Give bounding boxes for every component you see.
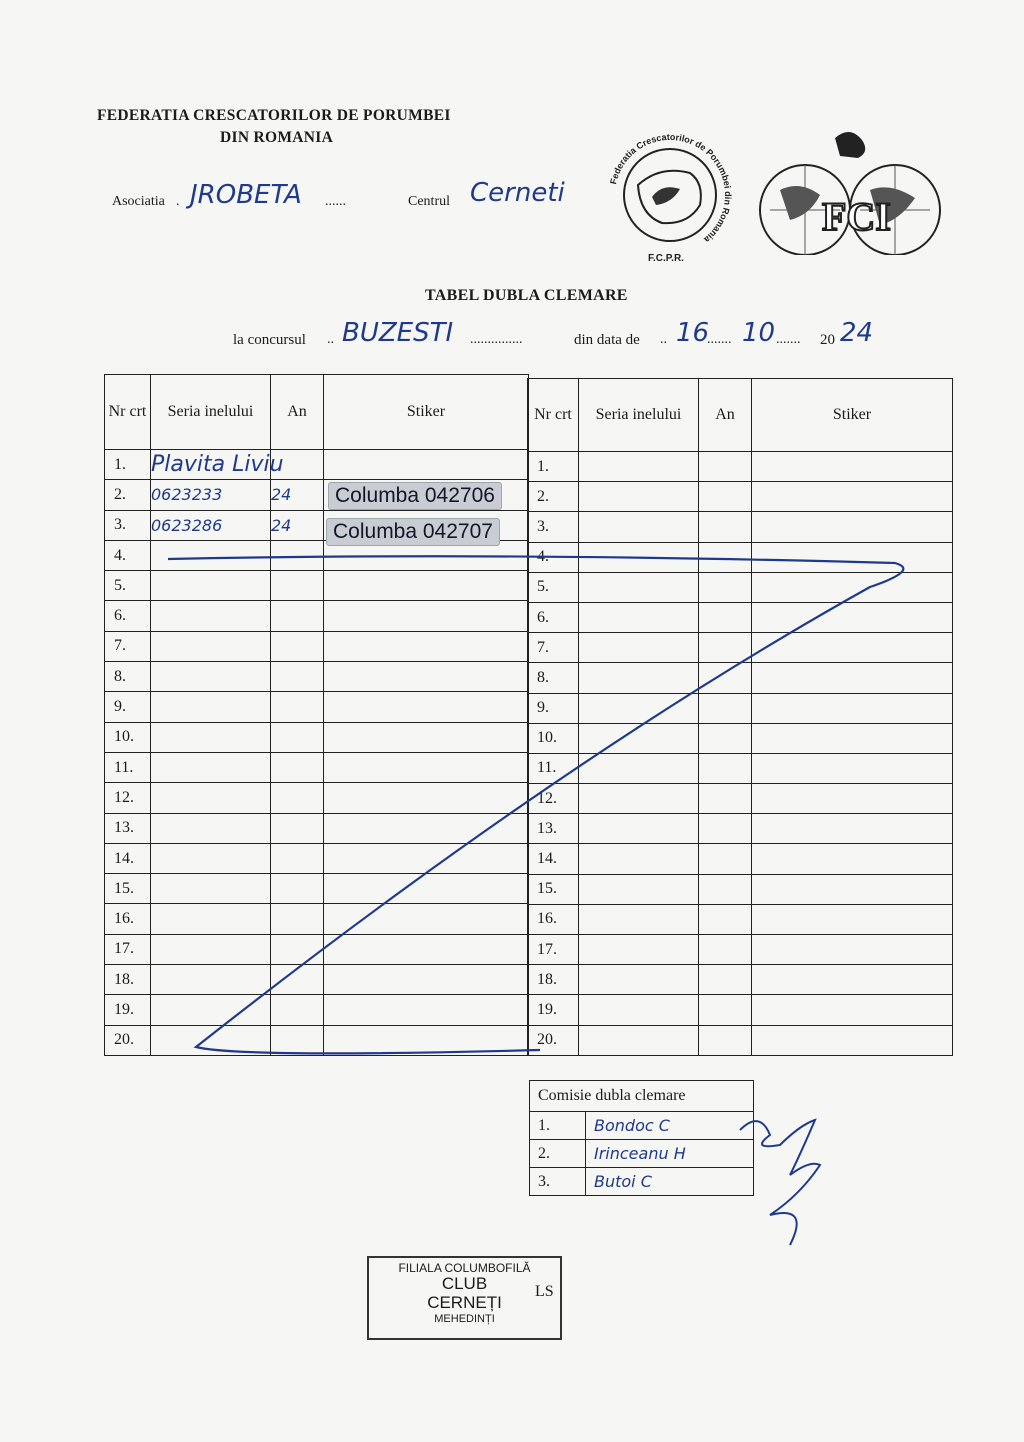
contest-label: la concursul [233, 332, 306, 348]
row-an: 24 [271, 480, 324, 510]
sticker-label-row3: Columba 042707 [326, 518, 500, 546]
row-nr: 5. [528, 572, 579, 602]
contest-value: BUZESTI [342, 318, 454, 348]
row-nr: 20. [528, 1025, 579, 1055]
row-nr: 17. [528, 935, 579, 965]
row-nr: 14. [528, 844, 579, 874]
commission-member-1: Bondoc C [586, 1112, 754, 1140]
row-seria: 0623233 [151, 480, 271, 510]
row-nr: 19. [528, 995, 579, 1025]
row-nr: 2. [528, 482, 579, 512]
stamp-line2: CLUB [441, 1274, 488, 1293]
row-nr: 12. [528, 784, 579, 814]
row-nr: 20. [105, 1025, 151, 1055]
document-title: TABEL DUBLA CLEMARE [425, 287, 628, 304]
row-nr: 14. [105, 843, 151, 873]
commission-member-2: Irinceanu H [586, 1140, 754, 1168]
header-seria: Seria inelului [151, 375, 271, 450]
centrul-label: Centrul [408, 194, 450, 209]
asociatia-label: Asociatia [112, 194, 165, 209]
stamp-line3: CERNEȚI [427, 1293, 502, 1312]
commission-nr-3: 3. [530, 1168, 586, 1196]
date-month: 10 [742, 318, 776, 348]
row-nr: 1. [105, 450, 151, 480]
row-nr: 9. [105, 692, 151, 722]
row-nr: 6. [528, 602, 579, 632]
row-nr: 18. [105, 965, 151, 995]
row-an: 24 [271, 510, 324, 540]
asociatia-dots: . [176, 194, 180, 209]
signatures [730, 1105, 840, 1255]
federation-name-line1: FEDERATIA CRESCATORILOR DE PORUMBEI [97, 107, 451, 124]
row-nr: 17. [105, 934, 151, 964]
row-nr: 7. [105, 631, 151, 661]
date-dots-3: ....... [776, 332, 801, 347]
row-nr: 3. [105, 510, 151, 540]
fcpr-ring-text: Federatia Crescatorilor de Porumbei din Romania [608, 131, 734, 245]
row-nr: 13. [105, 813, 151, 843]
row-nr: 10. [528, 723, 579, 753]
row-nr: 1. [528, 452, 579, 482]
commission-table [529, 1080, 754, 1196]
commission-title: Comisie dubla clemare [530, 1081, 754, 1112]
header-nr: Nr crt [105, 375, 151, 450]
row-nr: 19. [105, 995, 151, 1025]
commission-member-3: Butoi C [586, 1168, 754, 1196]
fci-text: FCI [822, 194, 891, 239]
sticker-label-row2: Columba 042706 [328, 482, 502, 510]
row-nr: 16. [105, 904, 151, 934]
row-nr: 10. [105, 722, 151, 752]
commission-nr-1: 1. [530, 1112, 586, 1140]
header-seria-right: Seria inelului [579, 379, 699, 452]
row-nr: 18. [528, 965, 579, 995]
contest-dots-trailing: ............... [470, 332, 523, 347]
row-nr: 9. [528, 693, 579, 723]
commission-nr-2: 2. [530, 1140, 586, 1168]
row-nr: 5. [105, 571, 151, 601]
row-nr: 2. [105, 480, 151, 510]
row-nr: 15. [105, 874, 151, 904]
row-nr: 12. [105, 783, 151, 813]
row-nr: 4. [528, 542, 579, 572]
header-an-right: An [699, 379, 752, 452]
row-nr: 4. [105, 540, 151, 570]
row-seria: Plavita Liviu [151, 450, 271, 480]
row-nr: 15. [528, 874, 579, 904]
header-stiker: Stiker [324, 375, 529, 450]
row-nr: 13. [528, 814, 579, 844]
header-stiker-right: Stiker [752, 379, 953, 452]
fcpr-abbrev: F.C.P.R. [648, 253, 684, 264]
row-nr: 11. [528, 753, 579, 783]
date-dots-2: ....... [707, 332, 732, 347]
contest-dots: .. [327, 332, 334, 347]
date-day: 16 [676, 318, 710, 348]
row-nr: 7. [528, 633, 579, 663]
header-an: An [271, 375, 324, 450]
row-seria: 0623286 [151, 510, 271, 540]
stamp-ls: LS [535, 1283, 554, 1300]
row-nr: 8. [528, 663, 579, 693]
asociatia-dots-trailing: ...... [325, 194, 346, 209]
stamp-line4: MEHEDINȚI [434, 1313, 495, 1325]
row-nr: 11. [105, 752, 151, 782]
asociatia-value: JROBETA [190, 180, 302, 210]
row-nr: 3. [528, 512, 579, 542]
date-year-prefix: 20 [820, 332, 835, 348]
row-nr: 8. [105, 662, 151, 692]
header-nr-right: Nr crt [528, 379, 579, 452]
centrul-value: Cerneti [470, 178, 565, 208]
date-year-suffix: 24 [840, 318, 874, 348]
federation-name-line2: DIN ROMANIA [220, 129, 334, 146]
stamp-line1: FILIALA COLUMBOFILĂ [398, 1261, 531, 1275]
club-stamp [367, 1256, 562, 1340]
date-dots: .. [660, 332, 667, 347]
date-label: din data de [574, 332, 640, 348]
row-nr: 6. [105, 601, 151, 631]
row-nr: 16. [528, 904, 579, 934]
